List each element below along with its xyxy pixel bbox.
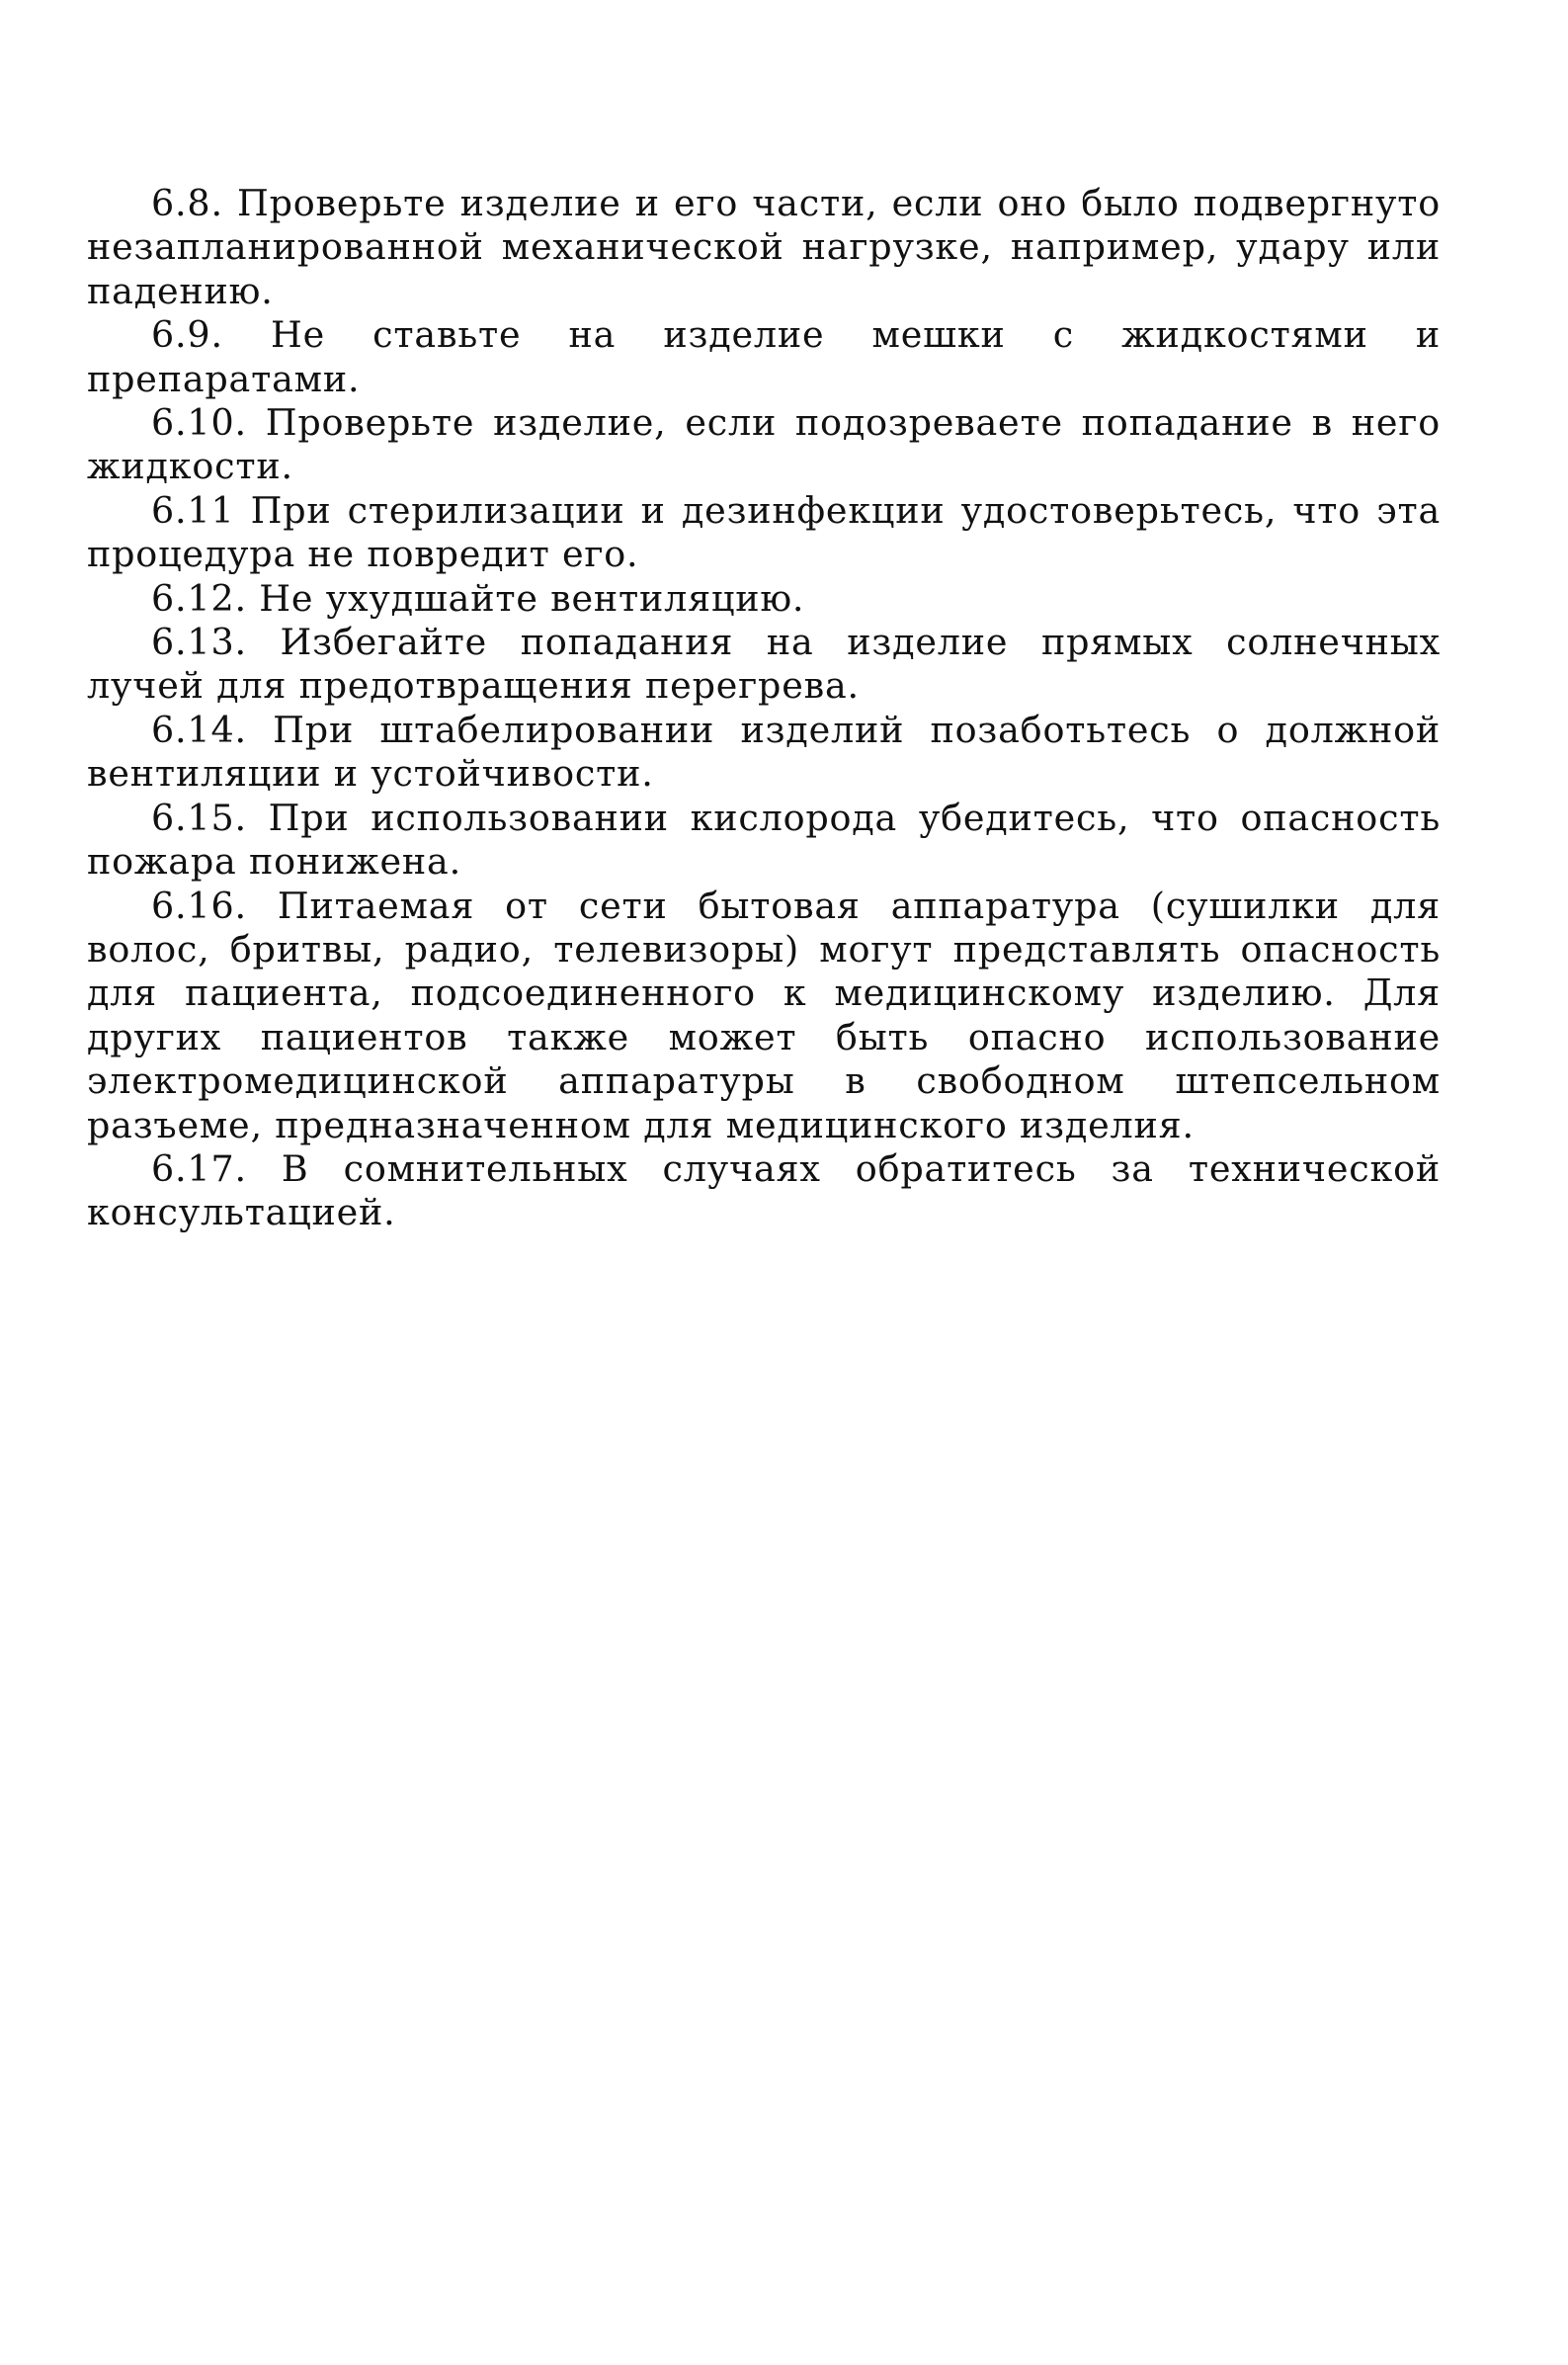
paragraph-6-15: 6.15. При использовании кислорода убедитесь, что опасность пожара понижена. (87, 796, 1441, 884)
paragraph-6-11: 6.11 При стерилизации и дезинфекции удостоверьтесь, что эта процедура не повредит его. (87, 488, 1441, 576)
paragraph-6-14: 6.14. При штабелировании изделий позаботьтесь о должной вентиляции и устойчивости. (87, 708, 1441, 796)
paragraph-6-16: 6.16. Питаемая от сети бытовая аппаратура (сушилки для волос, бритвы, радио, телевизоры) могут представлять опасность для пациента, подсоединенного к медицинскому изделию. Для других пациентов также может быть опасно использование электромедицинской аппаратуры в свободном штепсельном разъеме, предназначенном для медицинского изделия. (87, 884, 1441, 1146)
paragraph-6-17: 6.17. В сомнительных случаях обратитесь за технической консультацией. (87, 1146, 1441, 1234)
paragraph-6-13: 6.13. Избегайте попадания на изделие прямых солнечных лучей для предотвращения перегрева. (87, 621, 1441, 708)
paragraph-6-8: 6.8. Проверьте изделие и его части, если оно было подвергнуто незапланированной механической нагрузке, например, удару или падению. (87, 182, 1441, 312)
paragraph-6-9: 6.9. Не ставьте на изделие мешки с жидкостями и препаратами. (87, 313, 1441, 400)
paragraph-6-10: 6.10. Проверьте изделие, если подозреваете попадание в него жидкости. (87, 401, 1441, 488)
paragraph-6-12: 6.12. Не ухудшайте вентиляцию. (151, 576, 805, 620)
document-body (87, 182, 1441, 1235)
